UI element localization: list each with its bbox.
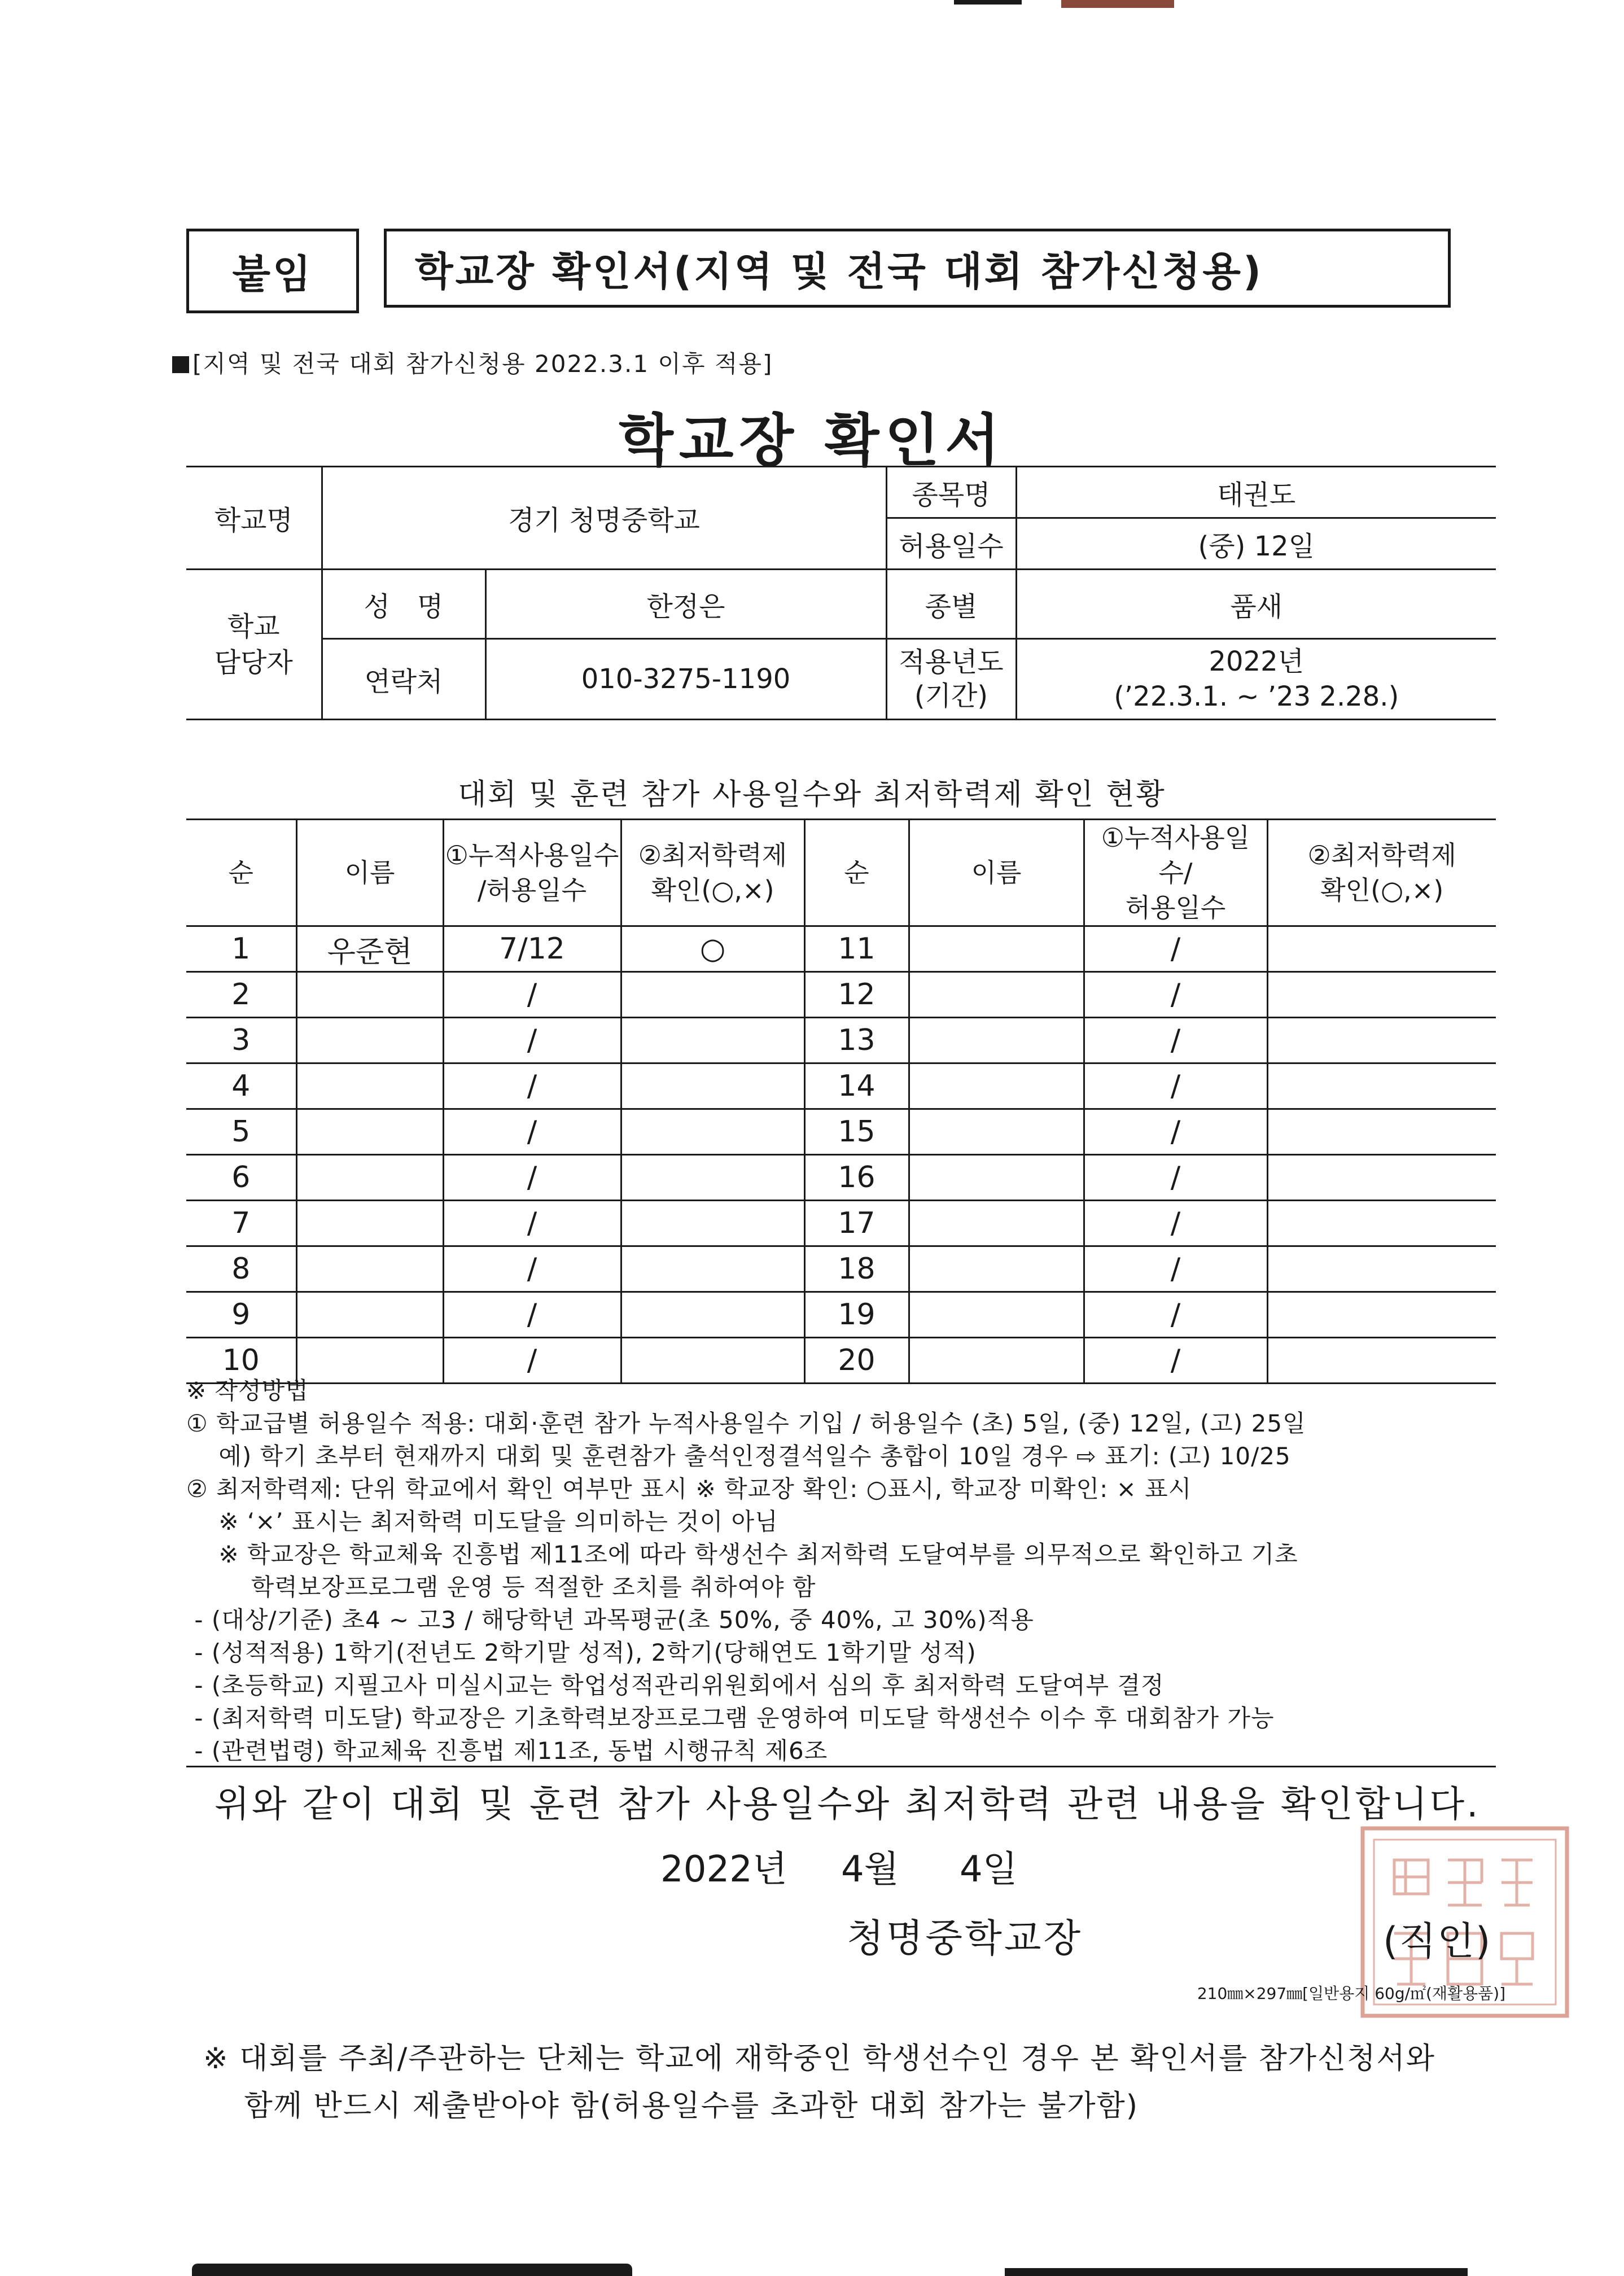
col-min-header-right: ②최저학력제 확인(○,×) [1267, 820, 1496, 926]
attachment-label-box [186, 229, 359, 313]
row-days-right: / [1084, 1292, 1267, 1338]
row-min-check [621, 1201, 804, 1246]
category-value: 품새 [1016, 570, 1496, 639]
row-min-check-right [1267, 1246, 1496, 1292]
row-name-right [909, 1018, 1084, 1063]
table-row [186, 1109, 1496, 1155]
row-name [296, 1155, 443, 1201]
row-days: / [443, 1292, 621, 1338]
table-header-row [186, 820, 1496, 926]
status-table [186, 819, 1496, 1384]
table-row [186, 1292, 1496, 1338]
row-days-right: / [1084, 926, 1267, 972]
row-number: 5 [186, 1109, 296, 1155]
row-days-right: / [1084, 1063, 1267, 1109]
table-row [186, 1018, 1496, 1063]
row-name [296, 1246, 443, 1292]
row-min-check-right [1267, 1063, 1496, 1109]
sport-value: 태권도 [1016, 467, 1496, 518]
instructions [186, 1375, 1502, 1767]
row-min-check-right [1267, 1292, 1496, 1338]
row-name: 우준현 [296, 926, 443, 972]
row-min-check-right [1267, 1109, 1496, 1155]
seal-label: (직인) [1383, 1919, 1492, 1964]
row-number: 4 [186, 1063, 296, 1109]
row-number: 7 [186, 1201, 296, 1246]
row-name [296, 1018, 443, 1063]
row-days: / [443, 972, 621, 1018]
instruction-line: - (대상/기준) 초4 ~ 고3 / 해당학년 과목평균(초 50%, 중 40%, 고 30%)적용 [186, 1606, 1034, 1634]
row-number: 10 [186, 1338, 296, 1384]
row-name-right [909, 1155, 1084, 1201]
row-name [296, 1201, 443, 1246]
row-name-right [909, 1109, 1084, 1155]
row-number-right: 11 [804, 926, 909, 972]
date-year: 2022년 [660, 1849, 787, 1890]
row-days: 7/12 [443, 926, 621, 972]
category-label: 종별 [886, 570, 1016, 639]
row-min-check-right [1267, 1018, 1496, 1063]
col-no-header: 순 [186, 820, 296, 926]
row-number: 3 [186, 1018, 296, 1063]
year-label: 적용년도 (기간) [886, 639, 1016, 720]
top-edge-mark [954, 0, 1022, 5]
contact-value: 010-3275-1190 [485, 639, 886, 720]
row-number-right: 16 [804, 1155, 909, 1201]
instruction-line: ※ ‘×’ 표시는 최저학력 미도달을 의미하는 것이 아님 [186, 1508, 778, 1535]
row-days-right: / [1084, 1109, 1267, 1155]
row-number-right: 18 [804, 1246, 909, 1292]
instruction-line: 학력보장프로그램 운영 등 적절한 조치를 취하여야 함 [186, 1573, 816, 1601]
row-number: 6 [186, 1155, 296, 1201]
bottom-edge-mark [192, 2264, 632, 2276]
school-name-label: 학교명 [186, 467, 322, 570]
row-days: / [443, 1018, 621, 1063]
row-name [296, 1292, 443, 1338]
status-section-title: 대회 및 훈련 참가 사용일수와 최저학력제 확인 현황 [458, 778, 1166, 812]
name-label: 성 명 [322, 570, 485, 639]
instruction-line: - (성적적용) 1학기(전년도 2학기말 성적), 2학기(당해연도 1학기말 성적) [186, 1639, 977, 1666]
row-name-right [909, 1201, 1084, 1246]
row-min-check-right [1267, 1155, 1496, 1201]
row-name-right [909, 1292, 1084, 1338]
instruction-line: - (초등학교) 지필고사 미실시교는 학업성적관리위원회에서 심의 후 최저학력 도달여부 결정 [186, 1671, 1165, 1699]
allowed-days-label: 허용일수 [886, 518, 1016, 570]
row-min-check [621, 1109, 804, 1155]
paper-spec: 210㎜×297㎜[일반용지 60g/㎡(재활용품)] [1197, 1984, 1505, 2003]
name-value: 한정은 [485, 570, 886, 639]
row-min-check: ○ [621, 926, 804, 972]
table-row [186, 1155, 1496, 1201]
table-row [186, 1063, 1496, 1109]
principal-name: 청명중학교장 [847, 1916, 1083, 1961]
date-day: 4일 [960, 1849, 1018, 1890]
confirmation-statement: 위와 같이 대회 및 훈련 참가 사용일수와 최저학력 관련 내용을 확인합니다. [215, 1784, 1481, 1826]
row-days: / [443, 1246, 621, 1292]
row-min-check-right [1267, 972, 1496, 1018]
row-number: 8 [186, 1246, 296, 1292]
instructions-heading: ※ 작성방법 [186, 1377, 309, 1404]
table-row [186, 972, 1496, 1018]
contact-label: 연락처 [322, 639, 485, 720]
row-name-right [909, 1246, 1084, 1292]
divider-line [186, 1766, 1496, 1767]
instruction-line: 예) 학기 초부터 현재까지 대회 및 훈련참가 출석인정결석일수 총합이 10일 경우 ⇨ 표기: (고) 10/25 [186, 1442, 1291, 1470]
row-min-check-right [1267, 926, 1496, 972]
row-min-check [621, 1292, 804, 1338]
row-days-right: / [1084, 1246, 1267, 1292]
row-number-right: 20 [804, 1338, 909, 1384]
row-number: 2 [186, 972, 296, 1018]
row-days: / [443, 1109, 621, 1155]
col-name-header: 이름 [296, 820, 443, 926]
row-days: / [443, 1155, 621, 1201]
row-name-right [909, 972, 1084, 1018]
submission-footnote: ※ 대회를 주최/주관하는 단체는 학교에 재학중인 학생선수인 경우 본 확인서를 참가신청서와 함께 반드시 제출받아야 함(허용일수를 초과한 대회 참가는 불가함) [203, 2042, 1435, 2123]
col-no-header-right: 순 [804, 820, 909, 926]
year-value: 2022년 (’22.3.1. ~ ’23 2.28.) [1016, 639, 1496, 720]
school-name-value: 경기 청명중학교 [322, 467, 886, 570]
date-month: 4월 [841, 1849, 899, 1890]
form-title: 학교장 확인서(지역 및 전국 대회 참가신청용) [415, 248, 1263, 295]
row-name-right [909, 926, 1084, 972]
instruction-line: ※ 학교장은 학교체육 진흥법 제11조에 따라 학생선수 최저학력 도달여부를 의무적으로 확인하고 기초 [186, 1540, 1298, 1568]
instruction-line: ① 학교급별 허용일수 적용: 대회·훈련 참가 누적사용일수 기입 / 허용일수 (초) 5일, (중) 12일, (고) 25일 [186, 1410, 1306, 1437]
row-min-check [621, 1246, 804, 1292]
bottom-edge-mark-2 [1005, 2268, 1468, 2276]
row-days-right: / [1084, 1155, 1267, 1201]
col-name-header-right: 이름 [909, 820, 1084, 926]
row-name [296, 972, 443, 1018]
school-info-table [186, 466, 1496, 720]
row-min-check [621, 1155, 804, 1201]
row-number: 1 [186, 926, 296, 972]
table-row [186, 1246, 1496, 1292]
row-number-right: 14 [804, 1063, 909, 1109]
row-number-right: 12 [804, 972, 909, 1018]
table-row [186, 1201, 1496, 1246]
table-row [186, 926, 1496, 972]
instruction-line: ② 최저학력제: 단위 학교에서 확인 여부만 표시 ※ 학교장 확인: ○표시, 학교장 미확인: × 표시 [186, 1475, 1192, 1503]
instruction-line: - (최저학력 미도달) 학교장은 기초학력보장프로그램 운영하여 미도달 학생선수 이수 후 대회참가 가능 [186, 1704, 1275, 1732]
row-name-right [909, 1063, 1084, 1109]
row-min-check-right [1267, 1201, 1496, 1246]
row-min-check [621, 1018, 804, 1063]
allowed-days-value: (중) 12일 [1016, 518, 1496, 570]
attachment-label: 붙임 [232, 251, 313, 297]
applicability-note: [지역 및 전국 대회 참가신청용 2022.3.1 이후 적용] [172, 345, 773, 379]
row-days: / [443, 1201, 621, 1246]
col-days-header-right: ①누적사용일수/ 허용일수 [1084, 820, 1267, 926]
row-days-right: / [1084, 1338, 1267, 1384]
row-min-check [621, 972, 804, 1018]
col-days-header: ①누적사용일수 /허용일수 [443, 820, 621, 926]
sport-label: 종목명 [886, 467, 1016, 518]
row-number-right: 19 [804, 1292, 909, 1338]
top-binder-mark [1061, 0, 1174, 8]
row-days-right: / [1084, 1018, 1267, 1063]
row-number-right: 13 [804, 1018, 909, 1063]
row-days: / [443, 1338, 621, 1384]
page-title: 학교장 확인서 [619, 408, 1005, 474]
row-name [296, 1109, 443, 1155]
instruction-line: - (관련법령) 학교체육 진흥법 제11조, 동법 시행규칙 제6조 [186, 1737, 828, 1765]
row-min-check [621, 1063, 804, 1109]
row-name [296, 1063, 443, 1109]
row-number-right: 15 [804, 1109, 909, 1155]
col-min-header: ②최저학력제 확인(○,×) [621, 820, 804, 926]
form-title-box [384, 229, 1451, 308]
row-days-right: / [1084, 1201, 1267, 1246]
row-number-right: 17 [804, 1201, 909, 1246]
row-number: 9 [186, 1292, 296, 1338]
row-days: / [443, 1063, 621, 1109]
row-days-right: / [1084, 972, 1267, 1018]
square-bullet-icon [172, 356, 189, 373]
staff-label: 학교 담당자 [186, 570, 322, 720]
